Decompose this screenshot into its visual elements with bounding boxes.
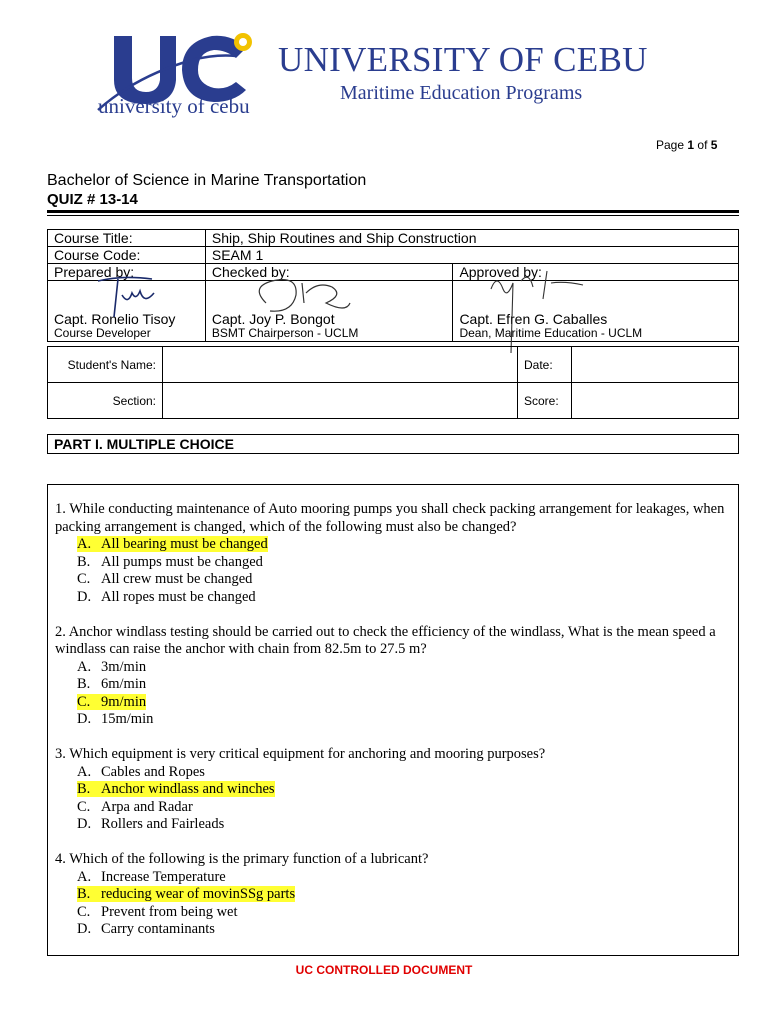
option-letter: B. [77,553,91,570]
program-title: Bachelor of Science in Marine Transportation [47,172,367,189]
option-text: Rollers and Fairleads [101,816,225,832]
answer-option [55,676,731,694]
logo-text: university of cebu [98,94,250,118]
question-3 [55,746,731,834]
option-text: 3m/min [101,658,147,675]
checked-by-label: Checked by: [205,264,453,281]
answer-text-wrap [77,904,238,920]
page-number: Page 1 of 5 [656,138,718,152]
score-label: Score: [518,383,572,419]
answer-option [55,816,731,834]
question-text: 2. Anchor windlass testing should be carried out to check the efficiency of the windlass, What is the mean speed a windlass can raise the anchor with chain from 82.5m to 27.5 m? [55,623,716,657]
answer-option [55,921,731,939]
option-letter: A. [77,868,92,885]
signatory-label-row [48,264,739,281]
section-row [48,383,739,419]
course-title-value: Ship, Ship Routines and Ship Construction [205,230,738,247]
answer-option [55,571,731,589]
option-text: reducing wear of movinSSg parts [101,886,296,902]
question-1 [55,501,731,606]
option-letter: D. [77,711,92,727]
option-text: Arpa and Radar [101,798,193,815]
answer-text-wrap [77,711,153,727]
course-title-label: Course Title: [48,230,206,247]
answer-option [55,904,731,922]
option-letter: D. [77,921,92,937]
option-text: 9m/min [101,693,147,710]
question-text: 4. Which of the following is the primary function of a lubricant? [55,851,429,867]
course-code-row [48,247,739,264]
question-text: 1. While conducting maintenance of Auto mooring pumps you shall check packing arrangement for leakages, when packing arrangement is changed, which of the following must also be changed? [55,501,725,535]
section-field[interactable] [163,383,518,419]
part-heading: PART I. MULTIPLE CHOICE [47,434,739,454]
student-info-table [47,346,739,419]
highlighted-answer [77,694,146,710]
option-letter: B. [77,781,91,797]
course-info-table [47,229,739,342]
answer-text-wrap [77,676,146,692]
checked-by-name: Capt. Joy P. Bongot [211,311,335,327]
answer-text-wrap [77,589,256,605]
option-letter: B. [77,676,91,692]
student-name-field[interactable] [163,347,518,383]
option-letter: A. [77,536,92,552]
option-letter: C. [77,693,91,710]
course-code-label: Course Code: [48,247,206,264]
course-title-row [48,230,739,247]
option-text: Increase Temperature [101,868,226,885]
highlighted-answer [77,886,295,902]
approved-by-role: Dean, Maritime Education - UCLM [459,326,643,340]
answer-text-wrap [77,869,226,885]
student-name-row [48,347,739,383]
signatory-row [48,281,739,342]
answer-option [55,799,731,817]
answer-option [55,659,731,677]
answer-text-wrap [77,764,205,780]
answer-option [55,764,731,782]
course-code-value: SEAM 1 [205,247,738,264]
option-text: All pumps must be changed [101,553,263,570]
prepared-by-name: Capt. Ronelio Tisoy [54,311,176,327]
prepared-by-cell [48,281,206,342]
answer-text-wrap [77,554,263,570]
question-2 [55,624,731,729]
highlighted-answer [77,536,268,552]
option-letter: B. [77,886,91,902]
quiz-title: QUIZ # 13-14 [47,191,138,208]
header-rule-thin [47,215,739,216]
answer-text-wrap [77,659,146,675]
student-name-label: Student's Name: [48,347,163,383]
answer-option [55,781,731,799]
option-text: All crew must be changed [101,571,253,587]
answer-option [55,694,731,712]
answer-text-wrap [77,921,215,937]
option-text: Anchor windlass and winches [101,781,275,797]
date-field[interactable] [572,347,739,383]
prepared-by-role: Course Developer [54,326,151,340]
answer-text-wrap [77,816,224,832]
prepared-by-label: Prepared by: [48,264,206,281]
date-label: Date: [518,347,572,383]
approved-by-cell [453,281,739,342]
approved-by-label: Approved by: [453,264,739,281]
answer-option [55,589,731,607]
checked-by-cell [205,281,453,342]
option-letter: A. [77,763,92,780]
option-letter: C. [77,903,91,920]
answer-option [55,869,731,887]
option-letter: D. [77,588,92,605]
score-field[interactable] [572,383,739,419]
checked-by-role: BSMT Chairperson - UCLM [211,326,359,340]
header-rule [47,210,739,213]
highlighted-answer [77,781,275,797]
answer-text-wrap [77,571,252,587]
option-text: Carry contaminants [101,921,215,937]
university-subtitle: Maritime Education Programs [340,82,583,104]
question-list [55,501,731,939]
question-4 [55,851,731,939]
answer-option [55,711,731,729]
option-letter: C. [77,798,91,815]
option-text: Cables and Ropes [101,763,205,780]
university-title: UNIVERSITY OF CEBU [278,40,648,79]
option-text: All bearing must be changed [101,536,268,552]
option-text: All ropes must be changed [101,588,256,605]
answer-option [55,886,731,904]
answer-text-wrap [77,799,193,815]
answer-option [55,536,731,554]
question-text: 3. Which equipment is very critical equipment for anchoring and mooring purposes? [55,746,546,762]
approved-by-name: Capt. Efren G. Caballes [459,311,608,327]
option-text: 6m/min [101,676,147,692]
option-letter: C. [77,571,91,587]
answer-option [55,554,731,572]
option-letter: A. [77,658,92,675]
option-letter: D. [77,816,92,832]
section-label: Section: [48,383,163,419]
option-text: Prevent from being wet [101,903,238,920]
option-text: 15m/min [101,711,154,727]
controlled-document-footer: UC CONTROLLED DOCUMENT [295,963,473,977]
questions-box [47,484,739,956]
